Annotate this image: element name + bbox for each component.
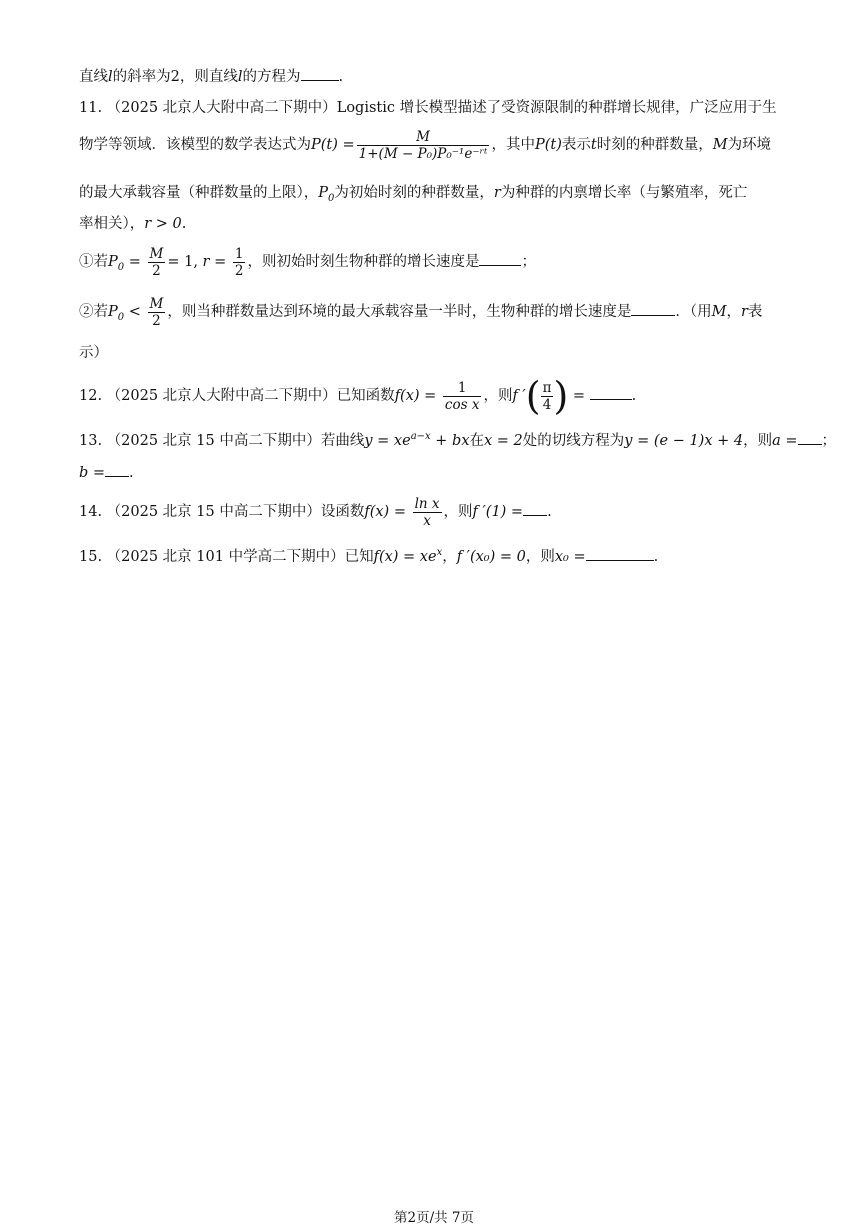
answer-blank[interactable] <box>586 546 654 561</box>
answer-blank[interactable] <box>590 385 632 400</box>
answer-blank[interactable] <box>631 301 675 316</box>
question-11-part2: ②若$P_0$ < $\frac{M}{2}$ ，则当种群数量达到环境的最大承载容量一半时，生物种群的增长速度是 ．（用M，r表 <box>79 295 763 329</box>
answer-blank-a[interactable] <box>798 430 822 445</box>
question-11-line3: 的最大承载容量（种群数量的上限），$P_0$为初始时刻的种群数量，r为种群的内禀增长率（与繁殖率，死亡 <box>79 185 748 204</box>
question-11-line4: 率相关），r > 0. <box>79 216 187 232</box>
answer-blank[interactable] <box>479 251 521 266</box>
question-11-part1: ①若$P_0$ = $\frac{M}{2}$ = 1, r = $\frac{1}{2}$ ，则初始时刻生物种群的增长速度是 ； <box>79 245 536 279</box>
question-13: 13. （2025 北京 15 中高二下期中）若曲线$y = xe^{a-x}$ + bx在x = 2处的切线方程为y = (e − 1)x + 4，则a = ； <box>79 431 837 449</box>
answer-blank-b[interactable] <box>105 462 129 477</box>
question-15: 15. （2025 北京 101 中学高二下期中）已知$f(x) = xe^x$，f ′(x₀) = 0，则x₀ = . <box>79 547 659 565</box>
question-12: 12. （2025 北京人大附中高二下期中）已知函数f(x) = $\frac{1}{\text{cos x}}$ ，则f ′( $\frac{\pi}{4}$ ) = . <box>79 374 637 418</box>
answer-blank[interactable] <box>301 66 339 81</box>
page-footer: 第2页/共 7页 <box>393 1210 475 1226</box>
question-11-tail: 示） <box>79 345 108 361</box>
logistic-formula: $\frac{M}{\text{1+(M − P₀)P₀⁻¹e⁻ʳᵗ}}$ <box>358 128 488 162</box>
line-top: 直线l的斜率为2，则直线l的方程为 . <box>79 66 343 87</box>
question-14: 14. （2025 北京 15 中高二下期中）设函数f(x) = $\frac{\text{ln x}}{x}$ ，则f ′(1) = . <box>79 495 552 529</box>
question-13-b: b = . <box>79 462 134 483</box>
question-11-header: 11. （2025 北京人大附中高二下期中）Logistic 增长模型描述了受资源限制的种群增长规律，广泛应用于生 <box>79 100 777 116</box>
question-11-formula-line: 物学等领域．该模型的数学表达式为P(t) = $\frac{M}{\text{1+(M − P₀)P₀⁻¹e⁻ʳᵗ}}$ ，其中P(t)表示t时刻的种群数量，M为环境 <box>79 128 772 162</box>
answer-blank[interactable] <box>523 501 547 516</box>
